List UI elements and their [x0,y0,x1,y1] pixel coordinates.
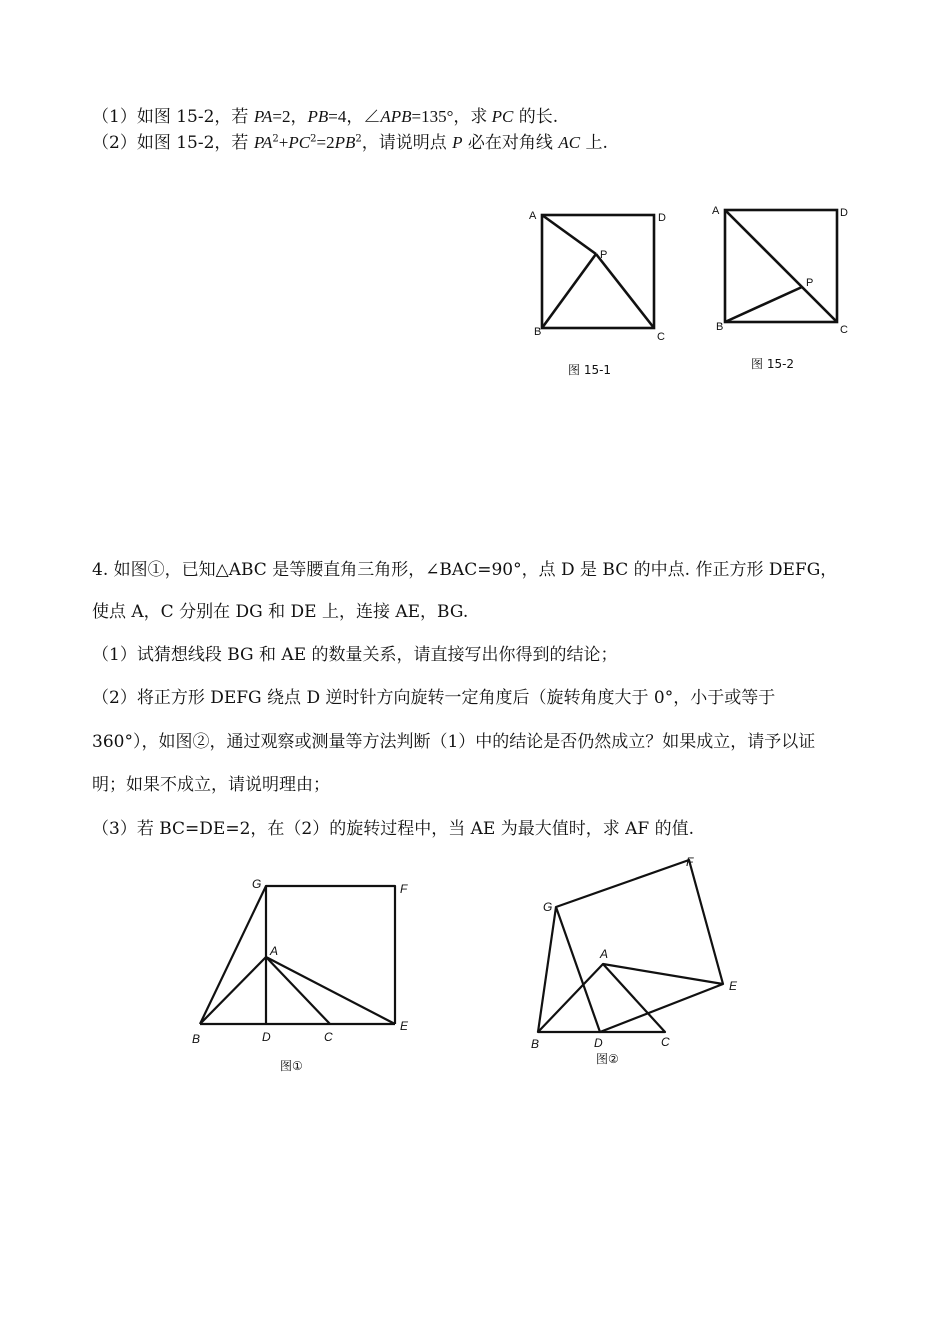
label-d: D [658,212,666,224]
label-a: A [529,210,537,222]
label-c: C [840,324,848,336]
segment-bp [725,287,802,322]
triangle-abc [538,964,665,1032]
label-c: C [657,331,665,343]
label-a: A [270,944,279,958]
q4-line-1: 4. 如图①，已知△ABC 是等腰直角三角形，∠BAC=90°，点 D 是 BC 的中点. 作正方形 DEFG， [92,560,838,580]
caption-fig-2: 图② [596,1052,619,1066]
label-d: D [840,207,848,219]
figure-15-2 [705,195,865,380]
label-e: E [400,1019,409,1033]
q4-part3: （3）若 BC=DE=2，在（2）的旋转过程中，当 AE 为最大值时，求 AF 的值. [92,819,694,839]
label-a: A [600,947,609,961]
square-abcd [542,215,654,328]
diagonal-ac [725,210,837,322]
caption-15-2: 图 15-2 [751,357,795,371]
label-c: C [661,1035,670,1049]
label-e: E [729,979,738,993]
square-defg [556,860,723,1032]
q4-part2-line-2: 360°），如图②，通过观察或测量等方法判断（1）中的结论是否仍然成立？如果成立，请予以证 [92,732,816,752]
square-defg [266,886,395,1024]
segment-ae [266,957,395,1024]
q4-part2-line-3: 明；如果不成立，请说明理由； [92,775,330,795]
segment-ap [542,215,596,254]
label-d: D [262,1030,271,1044]
label-f: F [686,855,694,869]
label-f: F [400,882,408,896]
figure-2 [520,850,760,1070]
figure-1 [185,870,420,1080]
label-d: D [594,1036,603,1050]
q4-part1: （1）试猜想线段 BG 和 AE 的数量关系，请直接写出你得到的结论； [92,645,618,665]
segment-cp [596,254,654,328]
segment-bp [542,254,596,328]
label-b: B [716,321,724,333]
label-b: B [531,1037,540,1051]
segment-ba [200,957,266,1024]
label-b: B [534,326,542,338]
segment-ac [266,957,330,1024]
label-g: G [252,877,262,891]
label-a: A [712,205,720,217]
segment-bg [538,907,556,1032]
q4-line-2: 使点 A，C 分别在 DG 和 DE 上，连接 AE，BG. [92,602,469,622]
label-g: G [543,900,553,914]
q3-part2: （2）如图 15-2，若 $PA^2+PC^2=2PB^2$，请说明点 P 必在对角线 AC 上. [92,133,608,153]
label-c: C [324,1030,333,1044]
caption-15-1: 图 15-1 [568,363,612,377]
label-p: P [806,277,814,289]
q4-part2-line-1: （2）将正方形 DEFG 绕点 D 逆时针方向旋转一定角度后（旋转角度大于 0°，小于或等于 [92,688,776,708]
segment-ae [603,964,723,984]
label-p: P [600,249,608,261]
label-b: B [192,1032,201,1046]
figure-15-1 [520,200,680,385]
segment-bg [200,886,266,1024]
q3-part1: （1）如图 15-2，若 PA=2，PB=4，∠APB=135°，求 PC 的长. [92,107,559,127]
caption-fig-1: 图① [280,1059,303,1073]
